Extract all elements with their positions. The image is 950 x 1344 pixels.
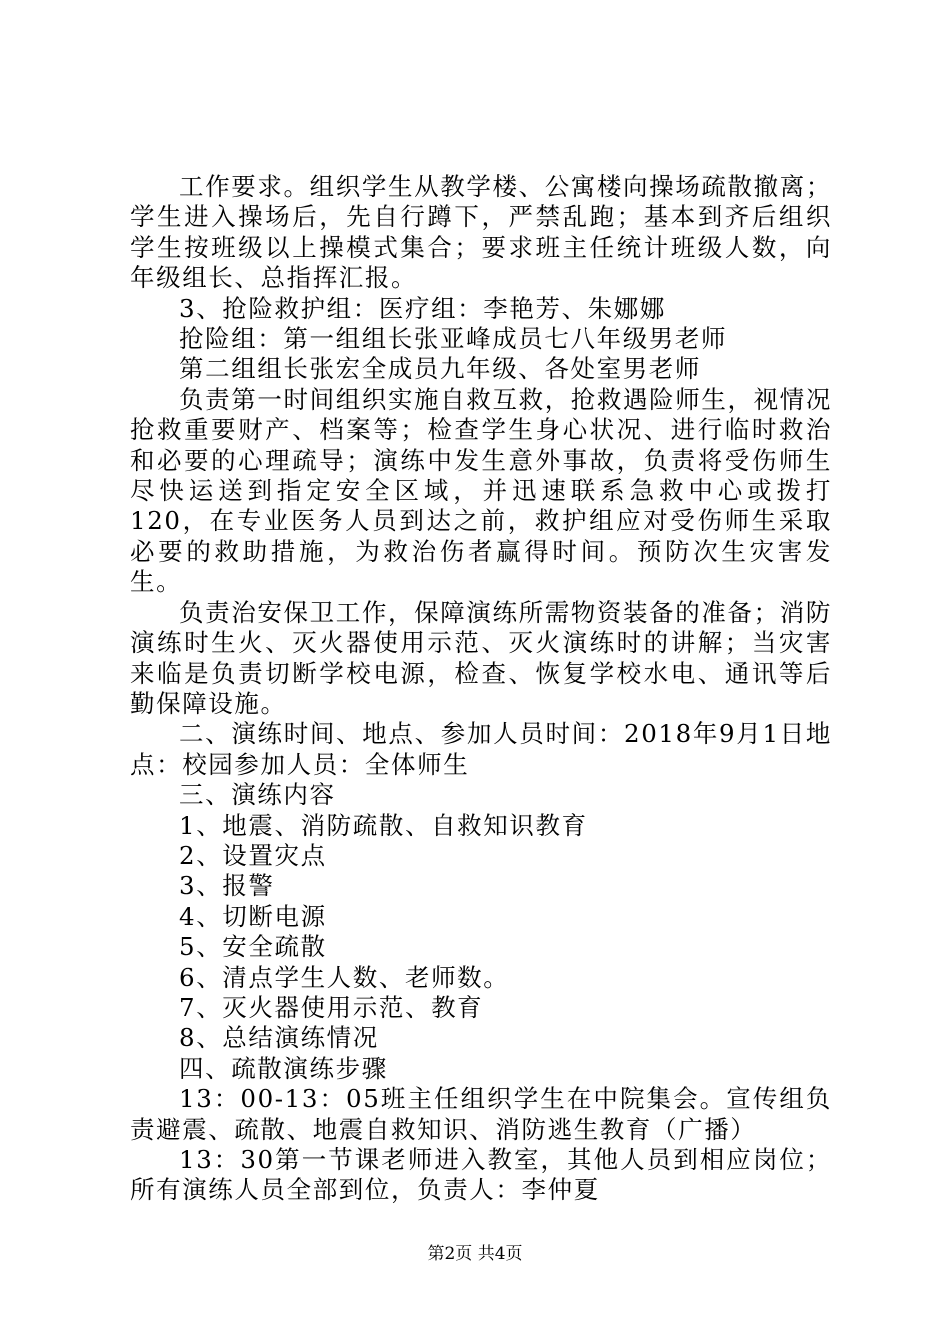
paragraph-drill-time-place: 二、演练时间、地点、参加人员时间：2018年9月1日地点：校园参加人员：全体师生 (130, 719, 832, 779)
paragraph-rescue-group-2: 第二组组长张宏全成员九年级、各处室男老师 (179, 354, 701, 384)
list-item: 3、报警 (179, 871, 275, 901)
paragraph-security-duties: 负责治安保卫工作，保障演练所需物资装备的准备；消防演练时生火、灭火器使用示范、灭火演练时的讲解；当灾害来临是负责切断学校电源，检查、恢复学校水电、通讯等后勤保障设施。 (130, 597, 832, 718)
list-item: 6、清点学生人数、老师数。 (179, 962, 510, 992)
paragraph-step-1330: 13：30第一节课老师进入教室，其他人员到相应岗位；所有演练人员全部到位，负责人：李仲夏 (130, 1145, 832, 1205)
paragraph-rescue-duties: 负责第一时间组织实施自救互救，抢救遇险师生，视情况抢救重要财产、档案等；检查学生身心状况、进行临时救治和必要的心理疏导；演练中发生意外事故，负责将受伤师生尽快运送到指定安全区域，并迅速联系急救中心或拨打120，在专业医务人员到达之前，救护组应对受伤师生采取必要的救助措施，为救治伤者赢得时间。预防次生灾害发生。 (130, 384, 832, 597)
page-footer: 第2页 共4页 (427, 1244, 523, 1264)
list-item: 1、地震、消防疏散、自救知识教育 (179, 810, 588, 840)
paragraph-work-requirements: 工作要求。组织学生从教学楼、公寓楼向操场疏散撤离；学生进入操场后，先自行蹲下，严禁乱跑；基本到齐后组织学生按班级以上操模式集合；要求班主任统计班级人数，向年级组长、总指挥汇报。 (130, 172, 832, 293)
section-heading-drill-content: 三、演练内容 (179, 780, 336, 810)
paragraph-step-1300: 13：00-13：05班主任组织学生在中院集会。宣传组负责避震、疏散、地震自救知识、消防逃生教育（广播） (130, 1084, 832, 1144)
list-item: 8、总结演练情况 (179, 1023, 379, 1053)
document-body (130, 172, 832, 1206)
list-item: 7、灭火器使用示范、教育 (179, 992, 484, 1022)
section-heading-evacuation-steps: 四、疏散演练步骤 (179, 1053, 388, 1083)
list-item: 5、安全疏散 (179, 932, 327, 962)
list-item: 2、设置灾点 (179, 840, 327, 870)
paragraph-rescue-group-1: 抢险组：第一组组长张亚峰成员七八年级男老师 (179, 324, 728, 354)
paragraph-rescue-team: 3、抢险救护组：医疗组：李艳芳、朱娜娜 (179, 293, 666, 323)
list-item: 4、切断电源 (179, 901, 327, 931)
